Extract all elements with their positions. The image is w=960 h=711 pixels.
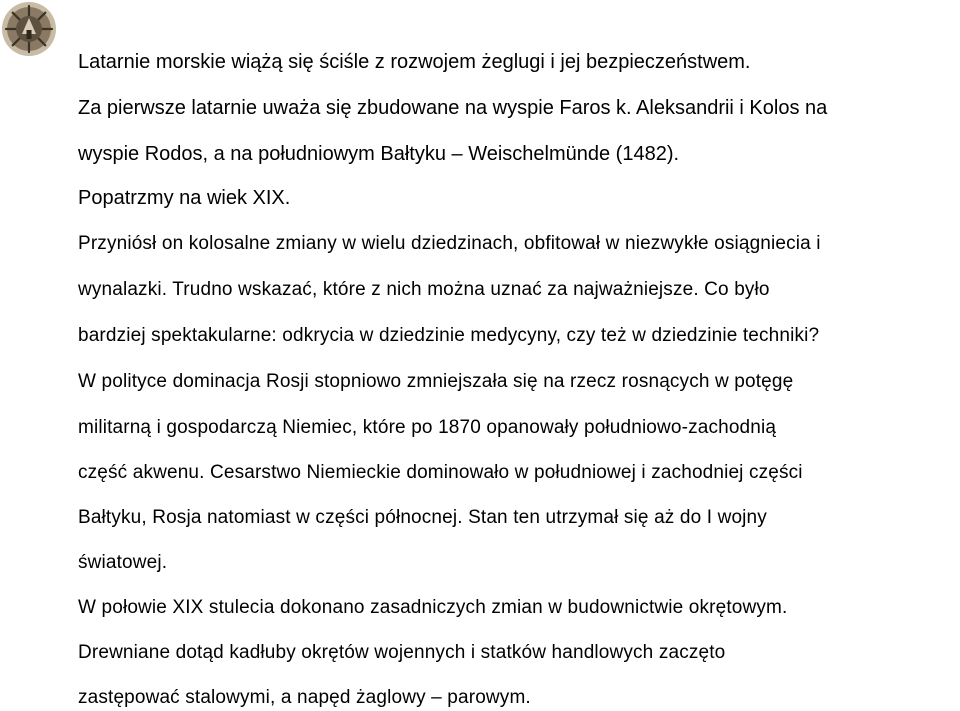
text-line-9: militarną i gospodarczą Niemiec, które po 1870 opanowały południowo-zachodnią [78, 417, 777, 438]
text-line-13: W połowie XIX stulecia dokonano zasadniczych zmian w budownictwie okrętowym. [78, 597, 788, 618]
text-line-1: Latarnie morskie wiążą się ściśle z rozwojem żeglugi i jej bezpieczeństwem. [78, 51, 751, 73]
text-line-10: część akwenu. Cesarstwo Niemieckie dominowało w południowej i zachodniej części [78, 462, 803, 483]
text-line-8: W polityce dominacja Rosji stopniowo zmniejszała się na rzecz rosnących w potęgę [78, 371, 794, 392]
text-line-6: wynalazki. Trudno wskazać, które z nich można uznać za najważniejsze. Co było [78, 279, 770, 300]
text-line-4: Popatrzmy na wiek XIX. [78, 187, 291, 209]
text-line-2: Za pierwsze latarnie uważa się zbudowane na wyspie Faros k. Aleksandrii i Kolos na [78, 97, 828, 119]
text-line-15: zastępować stalowymi, a napęd żaglowy – parowym. [78, 687, 531, 708]
emblem-icon [0, 0, 58, 58]
text-line-14: Drewniane dotąd kadłuby okrętów wojennych i statków handlowych zaczęto [78, 642, 726, 663]
text-line-11: Bałtyku, Rosja natomiast w części północnej. Stan ten utrzymał się aż do I wojny [78, 507, 767, 528]
text-line-3: wyspie Rodos, a na południowym Bałtyku – Weischelmünde (1482). [78, 143, 680, 165]
text-line-7: bardziej spektakularne: odkrycia w dziedzinie medycyny, czy też w dziedzinie techniki? [78, 325, 820, 346]
text-line-12: światowej. [78, 552, 168, 573]
text-line-5: Przyniósł on kolosalne zmiany w wielu dziedzinach, obfitował w niezwykłe osiągniecia i [78, 233, 821, 254]
